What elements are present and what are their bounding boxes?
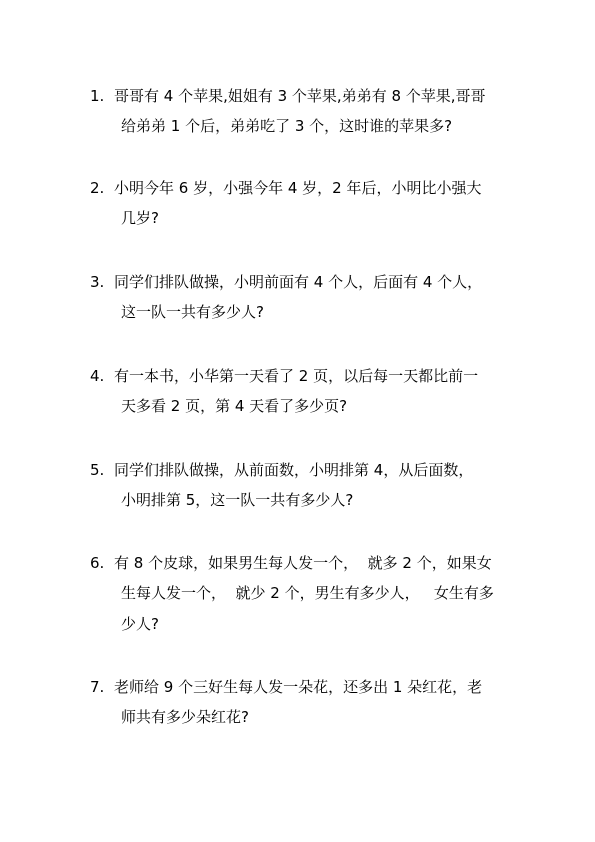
question-text-line: 老师给 9 个三好生每人发一朵花，还多出 1 朵红花，老: [114, 678, 483, 696]
question-text-line: 给弟弟 1 个后，弟弟吃了 3 个，这时谁的苹果多?: [121, 117, 453, 135]
question-text-line: 有 8 个皮球，如果男生每人发一个， 就多 2 个，如果女: [114, 554, 492, 572]
question-number: 4.: [90, 367, 105, 385]
question-text-line: 同学们排队做操，小明前面有 4 个人，后面有 4 个人，: [114, 273, 483, 291]
question-number: 1.: [90, 87, 105, 105]
question-number: 2.: [90, 179, 105, 197]
question-number: 3.: [90, 273, 105, 291]
question-text-line: 小明排第 5，这一队一共有多少人?: [121, 491, 354, 509]
question-text-line: 有一本书，小华第一天看了 2 页，以后每一天都比前一: [114, 367, 479, 385]
question-text-line: 几岁?: [121, 209, 159, 227]
question-number: 5.: [90, 461, 105, 479]
question-text-line: 这一队一共有多少人?: [121, 303, 264, 321]
question-text-line: 师共有多少朵红花?: [121, 708, 249, 726]
question-text-line: 哥哥有 4 个苹果,姐姐有 3 个苹果,弟弟有 8 个苹果,哥哥: [114, 87, 486, 105]
question-text-line: 同学们排队做操，从前面数，小明排第 4，从后面数，: [114, 461, 474, 479]
question-text-line: 天多看 2 页，第 4 天看了多少页?: [121, 397, 348, 415]
question-text-line: 少人?: [121, 615, 159, 633]
question-text-line: 小明今年 6 岁，小强今年 4 岁，2 年后，小明比小强大: [114, 179, 482, 197]
question-text-line: 生每人发一个， 就少 2 个，男生有多少人， 女生有多: [121, 584, 494, 602]
question-number: 6.: [90, 554, 105, 572]
question-number: 7.: [90, 678, 105, 696]
